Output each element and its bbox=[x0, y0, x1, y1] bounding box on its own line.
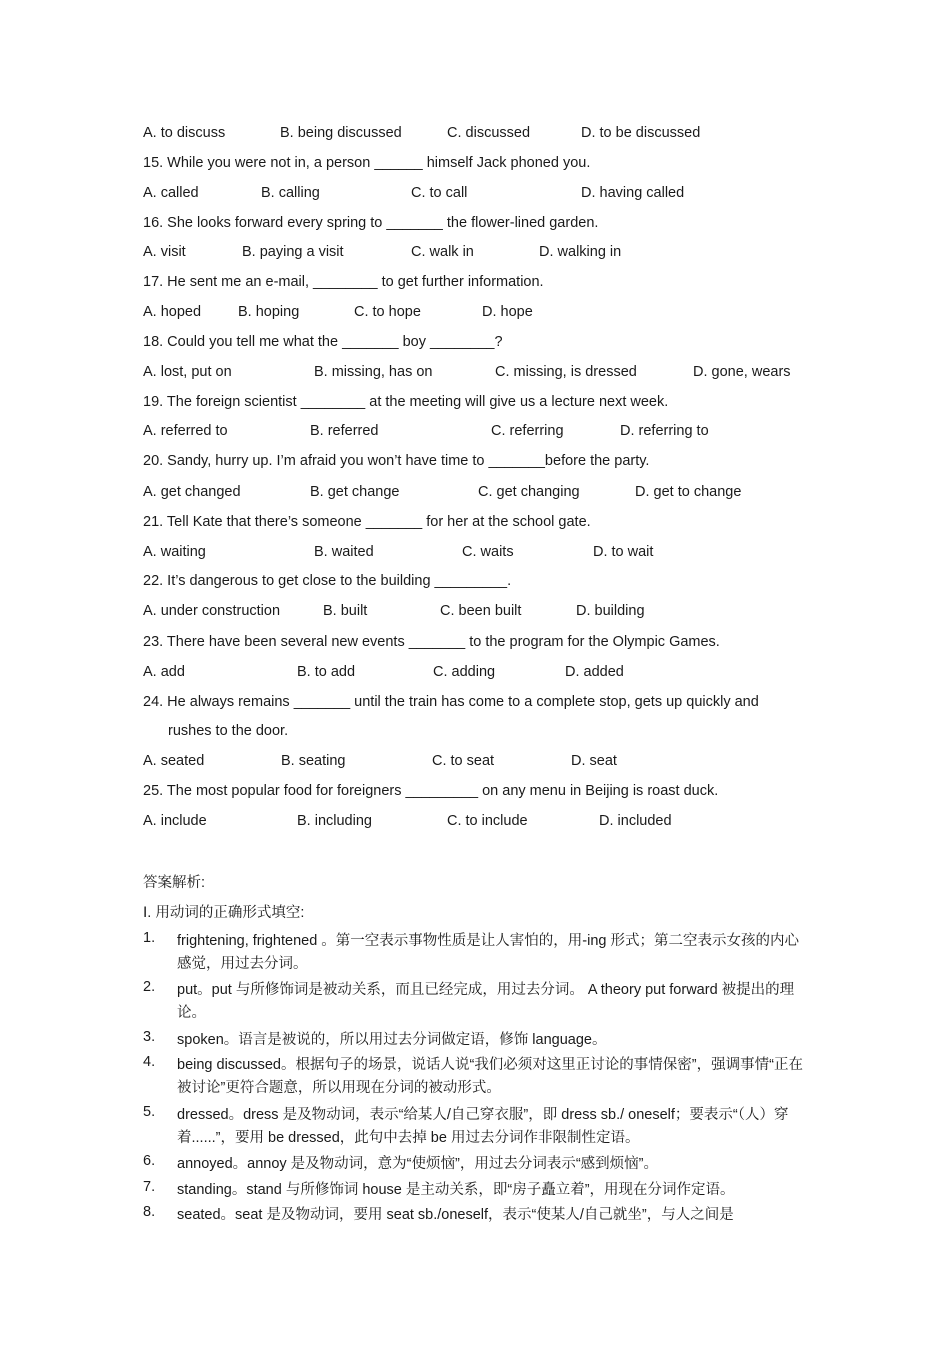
answer-number: 3. bbox=[143, 1029, 156, 1045]
answer-text: being discussed。根据句子的场景，说话人说“我们必须对这里正讨论的事情保密”，强调事情“正在被讨论”更符合题意，所以用现在分词的被动形式。 bbox=[177, 1057, 803, 1096]
option-b: B. including bbox=[297, 813, 372, 829]
option-b: B. being discussed bbox=[280, 125, 402, 141]
option-b: B. get change bbox=[310, 484, 400, 500]
option-c: C. to hope bbox=[354, 304, 421, 320]
option-a: A. referred to bbox=[143, 423, 228, 439]
option-c: C. walk in bbox=[411, 244, 474, 260]
question-24: 24. He always remains _______ until the train has come to a complete stop, gets up quickly and bbox=[143, 694, 759, 710]
option-a: A. to discuss bbox=[143, 125, 226, 141]
option-d: D. to wait bbox=[593, 544, 654, 560]
question-22: 22. It’s dangerous to get close to the building _________. bbox=[143, 573, 512, 589]
option-a: A. visit bbox=[143, 244, 186, 260]
question-16: 16. She looks forward every spring to _______ the flower-lined garden. bbox=[143, 215, 599, 231]
option-a: A. waiting bbox=[143, 544, 206, 560]
question-20: 20. Sandy, hurry up. I’m afraid you won’t have time to _______before the party. bbox=[143, 453, 650, 469]
question-17: 17. He sent me an e-mail, ________ to get further information. bbox=[143, 274, 544, 290]
option-b: B. to add bbox=[297, 664, 356, 680]
option-c: C. to include bbox=[447, 813, 528, 829]
question-19: 19. The foreign scientist ________ at the meeting will give us a lecture next week. bbox=[143, 394, 669, 410]
option-c: C. to seat bbox=[432, 753, 495, 769]
option-d: D. to be discussed bbox=[581, 125, 701, 141]
question-24-continued: rushes to the door. bbox=[168, 723, 289, 739]
option-d: D. having called bbox=[581, 185, 685, 201]
answers-heading: 答案解析: bbox=[143, 875, 206, 891]
question-15: 15. While you were not in, a person ______ himself Jack phoned you. bbox=[143, 155, 591, 171]
option-b: B. waited bbox=[314, 544, 374, 560]
question-18: 18. Could you tell me what the _______ boy ________? bbox=[143, 334, 503, 350]
option-c: C. adding bbox=[433, 664, 496, 680]
option-c: C. discussed bbox=[447, 125, 531, 141]
option-a: A. lost, put on bbox=[143, 364, 232, 380]
answer-number: 4. bbox=[143, 1054, 156, 1070]
question-25: 25. The most popular food for foreigners _________ on any menu in Beijing is roast duck. bbox=[143, 783, 719, 799]
answer-text: frightening, frightened 。第一空表示事物性质是让人害怕的，用-ing 形式；第二空表示女孩的内心感觉，用过去分词。 bbox=[177, 933, 799, 972]
option-d: D. hope bbox=[482, 304, 533, 320]
option-c: C. been built bbox=[440, 603, 522, 619]
option-a: A. include bbox=[143, 813, 207, 829]
option-a: A. get changed bbox=[143, 484, 241, 500]
option-d: D. get to change bbox=[635, 484, 742, 500]
answer-text: seated。seat 是及物动词，要用 seat sb./oneself，表示“使某人/自己就坐”，与人之间是 bbox=[177, 1207, 734, 1223]
option-b: B. seating bbox=[281, 753, 346, 769]
answer-text: spoken。语言是被说的，所以用过去分词做定语，修饰 language。 bbox=[177, 1032, 607, 1048]
answer-text: standing。stand 与所修饰词 house 是主动关系，即“房子矗立着”，用现在分词作定语。 bbox=[177, 1182, 735, 1198]
answer-number: 8. bbox=[143, 1204, 156, 1220]
option-a: A. add bbox=[143, 664, 185, 680]
answer-number: 6. bbox=[143, 1153, 156, 1169]
option-a: A. under construction bbox=[143, 603, 281, 619]
option-b: B. missing, has on bbox=[314, 364, 433, 380]
option-a: A. seated bbox=[143, 753, 205, 769]
option-d: D. building bbox=[576, 603, 645, 619]
option-c: C. to call bbox=[411, 185, 468, 201]
option-c: C. referring bbox=[491, 423, 564, 439]
option-b: B. hoping bbox=[238, 304, 300, 320]
option-c: C. waits bbox=[462, 544, 514, 560]
option-b: B. calling bbox=[261, 185, 320, 201]
option-b: B. paying a visit bbox=[242, 244, 344, 260]
option-d: D. gone, wears bbox=[693, 364, 791, 380]
question-23: 23. There have been several new events _______ to the program for the Olympic Games. bbox=[143, 634, 720, 650]
answer-text: put。put 与所修饰词是被动关系，而且已经完成，用过去分词。 A theory put forward 被提出的理论。 bbox=[177, 982, 795, 1021]
option-d: D. added bbox=[565, 664, 624, 680]
option-c: C. get changing bbox=[478, 484, 580, 500]
answer-number: 5. bbox=[143, 1104, 156, 1120]
option-d: D. walking in bbox=[539, 244, 622, 260]
answer-text: dressed。dress 是及物动词，表示“给某人/自己穿衣服”，即 dress sb./ oneself；要表示“（人）穿着......”，要用 be dressed，此句中去掉 be 用过去分词作非限制性定语。 bbox=[177, 1107, 789, 1146]
option-a: A. hoped bbox=[143, 304, 202, 320]
option-c: C. missing, is dressed bbox=[495, 364, 637, 380]
answer-number: 1. bbox=[143, 930, 156, 946]
question-21: 21. Tell Kate that there’s someone _______ for her at the school gate. bbox=[143, 514, 591, 530]
answer-number: 7. bbox=[143, 1179, 156, 1195]
option-b: B. built bbox=[323, 603, 368, 619]
option-d: D. included bbox=[599, 813, 672, 829]
option-b: B. referred bbox=[310, 423, 379, 439]
answer-number: 2. bbox=[143, 979, 156, 995]
section-heading: Ⅰ. 用动词的正确形式填空: bbox=[143, 905, 305, 921]
option-d: D. seat bbox=[571, 753, 617, 769]
answer-text: annoyed。annoy 是及物动词，意为“使烦恼”，用过去分词表示“感到烦恼”。 bbox=[177, 1156, 658, 1172]
option-d: D. referring to bbox=[620, 423, 709, 439]
option-a: A. called bbox=[143, 185, 199, 201]
